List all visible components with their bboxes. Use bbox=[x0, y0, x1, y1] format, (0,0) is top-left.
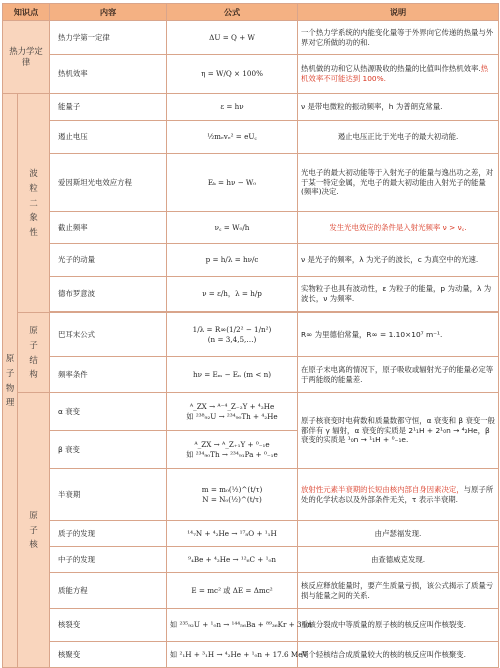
formula-line: Eₖ = hν − W₀ bbox=[207, 177, 257, 187]
formula-line: ᴬ_ZX → ᴬ⁻⁴_Z₋₂Y + ⁴₂He bbox=[189, 402, 275, 411]
formula-line: hν = Eₘ − Eₙ (m < n) bbox=[192, 369, 272, 379]
row-name: 中子的发现 bbox=[50, 547, 167, 573]
row-name: 热机效率 bbox=[50, 55, 167, 94]
row-formula bbox=[167, 393, 298, 431]
row-note: ν 是带电微粒的振动频率，h 为普朗克常量. bbox=[298, 94, 499, 121]
formula-line: (n = 3,4,5,…) bbox=[207, 334, 257, 344]
formula-line: 如 ²³⁵₉₂U + ¹₀n → ¹⁴⁴₅₆Ba + ⁸⁹₃₆Kr + 3¹₀n bbox=[170, 620, 312, 630]
formula-line: ¹⁴₇N + ⁴₂He → ¹⁷₈O + ¹₁H bbox=[187, 528, 277, 538]
row-name: 质能方程 bbox=[50, 573, 167, 609]
row-formula bbox=[167, 357, 298, 393]
category-atomic-structure bbox=[18, 313, 50, 393]
formula-line: m = m₀(½)^(t/τ) bbox=[201, 485, 263, 494]
row-alpha bbox=[3, 393, 499, 431]
row-note: 实物粒子也具有波动性，ε 为粒子的能量，p 为动量，λ 为波长，ν 为频率. bbox=[298, 277, 499, 312]
row-note: 在原子末电离的情况下，原子吸收或辐射光子的能量必定等于两能级的能量差. bbox=[298, 357, 499, 393]
row-formula bbox=[167, 94, 298, 121]
row-note: 两个轻核结合成质量较大的核的核反应叫作核聚变. bbox=[298, 642, 499, 668]
formula-line: N = N₀(½)^(t/τ) bbox=[202, 494, 262, 504]
row-formula bbox=[167, 313, 298, 357]
row-name: 频率条件 bbox=[50, 357, 167, 393]
formula-line: 1/λ = R∞(1/2² − 1/n²) bbox=[192, 325, 272, 334]
row-formula bbox=[167, 154, 298, 212]
row-debroglie bbox=[3, 277, 499, 312]
formula-line: E = mc² 或 ΔE = Δmc² bbox=[191, 585, 273, 595]
category-nucleus-label: 原子核 bbox=[29, 509, 38, 550]
formula-line: 如 ²³⁸₉₂U → ²³⁴₉₀Th + ⁴₂He bbox=[186, 411, 278, 421]
formula-line: ε = hν bbox=[220, 102, 244, 112]
row-formula bbox=[167, 277, 298, 312]
row-halflife bbox=[3, 469, 499, 521]
row-name: 巴耳末公式 bbox=[50, 313, 167, 357]
category-wave-particle-label: 波粒二象性 bbox=[29, 168, 38, 238]
formula-line: ⁹₄Be + ⁴₂He → ¹²₆C + ¹₀n bbox=[188, 554, 276, 564]
row-note: ν 是光子的频率，λ 为光子的波长，c 为真空中的光速. bbox=[298, 244, 499, 277]
category-atomic-structure-label: 原子结构 bbox=[29, 325, 38, 380]
row-fission bbox=[3, 609, 499, 642]
row-formula bbox=[167, 121, 298, 154]
formula-line: ν = ε/h，λ = h/p bbox=[202, 289, 262, 299]
category-thermo: 热力学定律 bbox=[3, 21, 50, 94]
row-note bbox=[298, 55, 499, 94]
row-formula bbox=[167, 212, 298, 244]
row-efficiency bbox=[3, 55, 499, 94]
formula-line: ΔU = Q + W bbox=[209, 32, 255, 42]
row-name: 截止频率 bbox=[50, 212, 167, 244]
row-name: 能量子 bbox=[50, 94, 167, 121]
row-formula bbox=[167, 642, 308, 668]
formula-line: 如 ²₁H + ³₁H → ⁴₂He + ¹₀n + 17.6 MeV bbox=[170, 649, 308, 659]
row-balmer bbox=[3, 313, 499, 357]
row-photoelectric bbox=[3, 154, 499, 212]
category-wave-particle bbox=[18, 94, 50, 313]
row-formula bbox=[167, 21, 298, 55]
row-note: 光电子的最大初动能等于入射光子的能量与逸出功之差，对于某一特定金属，光电子的最大初动能由入射光子的能量(频率)决定. bbox=[298, 154, 499, 212]
formula-line: η = W/Q × 100% bbox=[201, 69, 263, 79]
row-name: 光子的动量 bbox=[50, 244, 167, 277]
row-formula bbox=[167, 609, 312, 642]
header-row bbox=[3, 4, 499, 21]
row-note: 遏止电压正比于光电子的最大初动能. bbox=[298, 121, 499, 154]
category-nucleus bbox=[18, 393, 50, 668]
row-note: 发生光电效应的条件是入射光频率 ν > ν꜀. bbox=[298, 212, 499, 244]
row-formula bbox=[167, 244, 298, 277]
row-note: 由卢瑟福发现. bbox=[298, 521, 499, 547]
row-formula bbox=[167, 55, 298, 94]
formula-line: ν꜀ = W₀/h bbox=[214, 222, 250, 232]
row-cutoff bbox=[3, 212, 499, 244]
row-proton bbox=[3, 521, 499, 547]
row-note: 重核分裂成中等质量的原子核的核反应叫作核裂变. bbox=[298, 609, 499, 642]
row-mass-energy bbox=[3, 573, 499, 609]
note-text: 热机做的功和它从热源吸收的热量的比值叫作热机效率. bbox=[301, 64, 481, 74]
decay-note: 原子核衰变时电荷数和质量数都守恒，α 衰变和 β 衰变一般都伴有 γ 辐射，α 衰变的实质是 2¹₁H + 2¹₀n → ⁴₂He，β 衰变的实质是 ¹₀n → ¹₁H + ⁰₋₁e. bbox=[298, 393, 499, 469]
row-note: 由查德威克发现. bbox=[298, 547, 499, 573]
formula-line: p = h/λ = hν/c bbox=[205, 255, 259, 265]
row-momentum bbox=[3, 244, 499, 277]
row-note bbox=[298, 469, 499, 521]
physics-formula-table bbox=[2, 3, 498, 664]
header-note: 说明 bbox=[298, 4, 499, 21]
note-text: 与原子所处的化学状态以及外部条件无关，τ 表示半衰期. bbox=[301, 484, 494, 504]
formula-line: ᴬ_ZX → ᴬ_Z₊₁Y + ⁰₋₁e bbox=[194, 440, 270, 449]
row-quantum bbox=[3, 94, 499, 121]
category-atomic bbox=[3, 94, 18, 668]
row-name: β 衰变 bbox=[50, 431, 167, 469]
row-fusion bbox=[3, 642, 499, 668]
row-name: 半衰期 bbox=[50, 469, 167, 521]
row-formula bbox=[167, 431, 298, 469]
row-formula bbox=[167, 573, 298, 609]
row-name: 遏止电压 bbox=[50, 121, 167, 154]
row-note: 一个热力学系统的内能变化量等于外界向它传递的热量与外界对它所做的功的和. bbox=[298, 21, 499, 55]
row-note: R∞ 为里德伯常量，R∞ = 1.10×10⁷ m⁻¹. bbox=[298, 313, 499, 357]
row-name: 质子的发现 bbox=[50, 521, 167, 547]
header-formula: 公式 bbox=[167, 4, 298, 21]
row-name: 爱因斯坦光电效应方程 bbox=[50, 154, 167, 212]
row-name: 德布罗意波 bbox=[50, 277, 167, 312]
row-formula bbox=[167, 547, 298, 573]
formula-line: 如 ²³⁴₉₀Th → ²³⁴₉₁Pa + ⁰₋₁e bbox=[186, 449, 278, 459]
row-name: 核裂变 bbox=[50, 609, 167, 642]
header-content: 内容 bbox=[50, 4, 167, 21]
row-formula bbox=[167, 521, 298, 547]
row-formula bbox=[167, 469, 298, 521]
row-name: 核聚变 bbox=[50, 642, 167, 668]
row-name: α 衰变 bbox=[50, 393, 167, 431]
row-freq-cond bbox=[3, 357, 499, 393]
row-name: 热力学第一定律 bbox=[50, 21, 167, 55]
category-atomic-label: 原子物理 bbox=[5, 353, 15, 408]
row-note: 核反应释放能量时，要产生质量亏损，该公式揭示了质量亏损与能量之间的关系. bbox=[298, 573, 499, 609]
note-red-text: 放射性元素半衰期的长短由核内部自身因素决定， bbox=[301, 484, 464, 494]
note-red-text: 热机效率不可能达到 100%. bbox=[301, 64, 489, 83]
header-topic: 知识点 bbox=[3, 4, 50, 21]
formula-line: ½mₑvₑ² = eU꜀ bbox=[207, 132, 257, 142]
row-neutron bbox=[3, 547, 499, 573]
row-first-law bbox=[3, 21, 499, 55]
row-stopping bbox=[3, 121, 499, 154]
